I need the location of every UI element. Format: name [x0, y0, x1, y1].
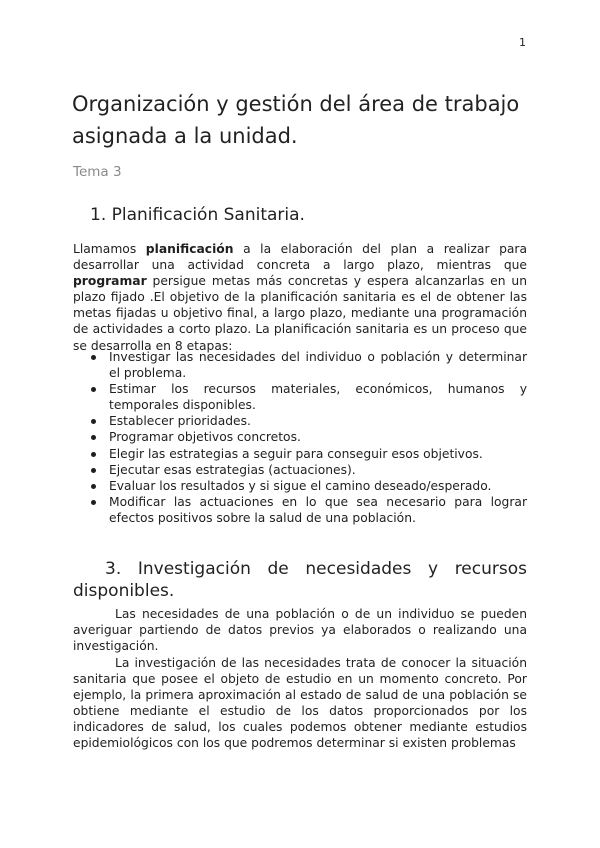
paragraph-text: persigue metas más concretas y espera alcanzarlas en un plazo fijado .El objetivo de la planificación sanitaria es el de obtener las metas fijadas u objetivo final, a largo plazo, mediante una programación de actividades a corto plazo. La planificación sanitaria es un proceso que se desarrolla en 8 etapas:	[73, 274, 527, 353]
list-item: Programar objetivos concretos.	[109, 429, 527, 445]
section-heading-investigacion	[73, 558, 527, 602]
paragraph-text: Llamamos	[73, 242, 146, 256]
etapas-list	[73, 349, 527, 526]
document-title: Organización y gestión del área de trabajo asignada a la unidad.	[72, 92, 520, 148]
investigacion-paragraph-2: La investigación de las necesidades trata de conocer la situación sanitaria que posee el objeto de estudio en un momento concreto. Por ejemplo, la primera aproximación al estado de salud de una población se obtiene mediante el estudio de los datos proporcionados por los indicadores de salud, los cuales podemos obtener mediante estudios epidemiológicos con los que podremos determinar si existen problemas	[73, 656, 527, 751]
section-heading-planificacion: 1. Planificación Sanitaria.	[90, 205, 305, 225]
page-number: 1	[519, 36, 526, 49]
list-item: Ejecutar esas estrategias (actuaciones).	[109, 462, 527, 478]
document-subtitle: Tema 3	[73, 164, 122, 180]
paragraph-text: a la elaboración del plan a realizar para desarrollar una actividad concreta a largo plazo, mientras que	[73, 242, 527, 273]
term-programar: programar	[73, 274, 147, 289]
list-item: Evaluar los resultados y si sigue el camino deseado/esperado.	[109, 478, 527, 494]
list-item: Elegir las estrategias a seguir para conseguir esos objetivos.	[109, 446, 527, 462]
section-heading-text: 3. Investigación de necesidades y recursos disponibles.	[73, 559, 527, 601]
planificacion-paragraph	[73, 241, 527, 354]
list-item: Modificar las actuaciones en lo que sea necesario para lograr efectos positivos sobre la salud de una población.	[109, 494, 527, 525]
investigacion-paragraph-1: Las necesidades de una población o de un individuo se pueden averiguar partiendo de datos previos ya elaborados o realizando una investigación.	[73, 607, 527, 654]
term-planificacion: planificación	[145, 242, 234, 256]
list-item: Estimar los recursos materiales, económicos, humanos y temporales disponibles.	[109, 382, 527, 413]
list-item: Investigar las necesidades del individuo o población y determinar el problema.	[109, 350, 527, 381]
list-item: Establecer prioridades.	[109, 413, 527, 429]
